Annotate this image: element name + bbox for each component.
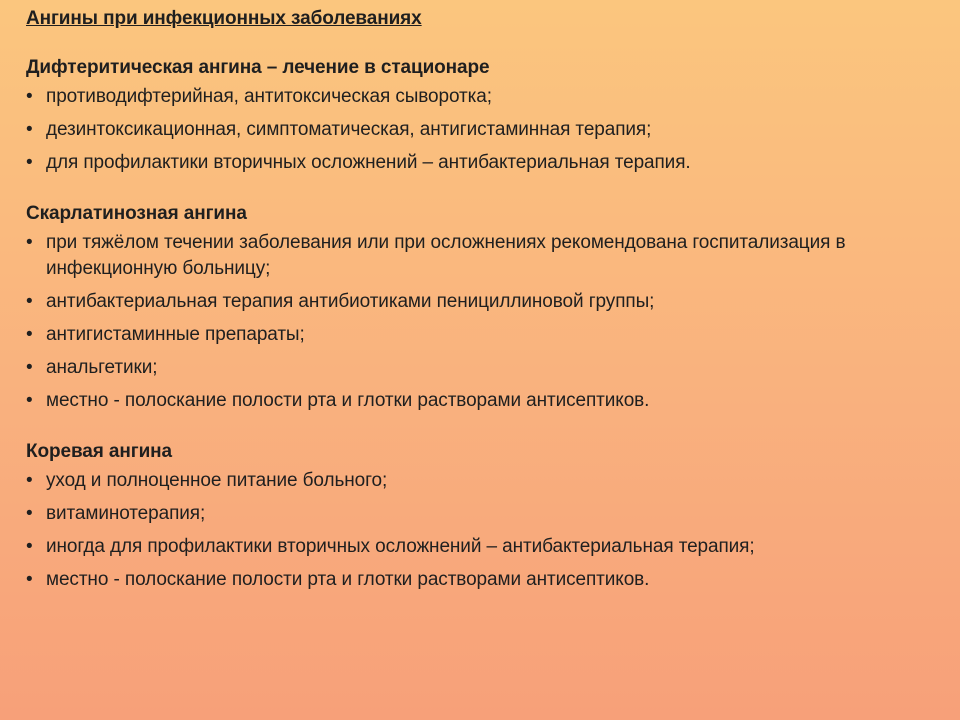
list-item-text: местно - полоскание полости рта и глотки растворами антисептиков. xyxy=(46,569,650,590)
list-item xyxy=(26,322,936,348)
list-item-text: иногда для профилактики вторичных осложнений – антибактериальная терапия; xyxy=(46,536,755,557)
list-item xyxy=(26,468,936,494)
list-item-text: витаминотерапия; xyxy=(46,503,206,524)
bullet-list xyxy=(26,468,936,593)
list-item xyxy=(26,84,936,110)
section-heading: Дифтеритическая ангина – лечение в стационаре xyxy=(26,57,490,78)
section-measles xyxy=(26,440,936,593)
list-item xyxy=(26,230,936,282)
bullet-icon: • xyxy=(26,152,33,173)
bullet-icon: • xyxy=(26,503,33,524)
section-heading: Коревая ангина xyxy=(26,441,173,462)
list-item xyxy=(26,501,936,527)
list-item-text: для профилактики вторичных осложнений – антибактериальная терапия. xyxy=(46,152,691,173)
bullet-icon: • xyxy=(26,470,33,491)
list-item xyxy=(26,388,936,414)
bullet-icon: • xyxy=(26,390,33,411)
list-item xyxy=(26,117,936,143)
list-item-text: местно - полоскание полости рта и глотки растворами антисептиков. xyxy=(46,390,650,411)
section-heading: Скарлатинозная ангина xyxy=(26,203,247,224)
bullet-icon: • xyxy=(26,324,33,345)
bullet-icon: • xyxy=(26,569,33,590)
bullet-list xyxy=(26,84,936,176)
list-item xyxy=(26,289,936,315)
list-item-text: антибактериальная терапия антибиотиками пенициллиновой группы; xyxy=(46,291,655,312)
list-item-text: антигистаминные препараты; xyxy=(46,324,305,345)
list-item xyxy=(26,534,936,560)
section-scarlet-fever xyxy=(26,202,936,414)
bullet-icon: • xyxy=(26,357,33,378)
list-item-text: уход и полноценное питание больного; xyxy=(46,470,388,491)
bullet-icon: • xyxy=(26,536,33,557)
list-item xyxy=(26,567,936,593)
bullet-icon: • xyxy=(26,86,33,107)
list-item xyxy=(26,150,936,176)
list-item-text: анальгетики; xyxy=(46,357,158,378)
bullet-icon: • xyxy=(26,232,33,253)
list-item xyxy=(26,355,936,381)
list-item-text: при тяжёлом течении заболевания или при осложнениях рекомендована госпитализация в инфекционную больницу; xyxy=(46,232,846,279)
list-item-text: противодифтерийная, антитоксическая сыворотка; xyxy=(46,86,492,107)
section-diphtheria xyxy=(26,56,936,176)
bullet-list xyxy=(26,230,936,414)
list-item-text: дезинтоксикационная, симптоматическая, антигистаминная терапия; xyxy=(46,119,652,140)
slide-title: Ангины при инфекционных заболеваниях xyxy=(26,8,422,29)
bullet-icon: • xyxy=(26,119,33,140)
bullet-icon: • xyxy=(26,291,33,312)
